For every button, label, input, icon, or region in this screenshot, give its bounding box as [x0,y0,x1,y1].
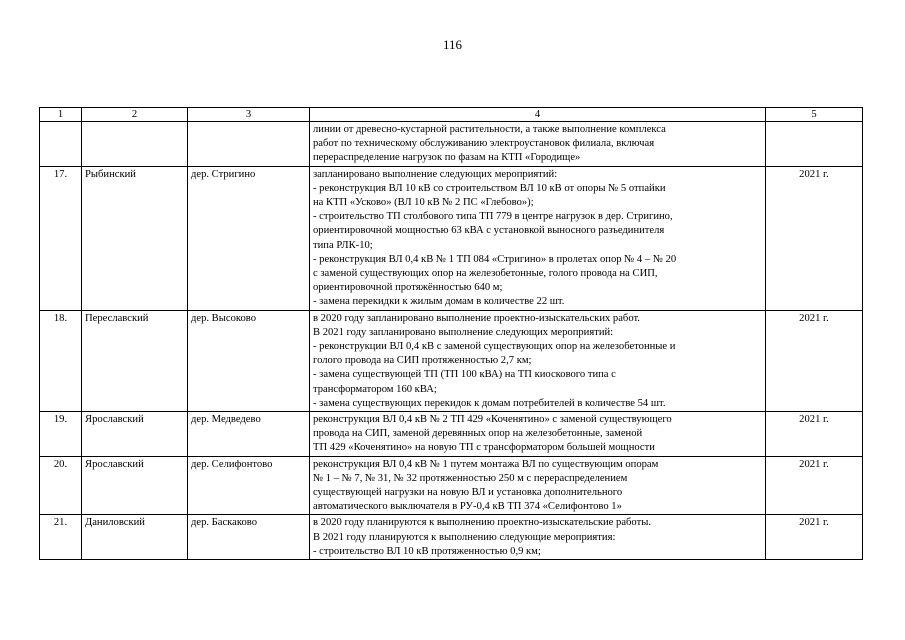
district-cell [82,122,188,167]
table-row [40,412,863,457]
measures-line: существующей нагрузки на новую ВЛ и установка дополнительного [313,487,623,499]
measures-table [39,107,863,560]
measures-line: ориентировочной мощностью 63 кВА с установкой выносного разъединителя [313,225,665,237]
village-cell: дер. Селифонтово [188,456,310,515]
table-row [40,456,863,515]
measures-line: запланировано выполнение следующих мероприятий: [313,168,558,180]
district-cell: Ярославский [82,412,188,457]
measures-line: - замена перекидки к жилым домам в количестве 22 шт. [313,296,565,308]
year-cell: 2021 г. [766,412,863,457]
year-cell [766,122,863,167]
measures-cell [310,310,766,411]
measures-line: - замена существующих перекидок к домам потребителей в количестве 54 шт. [313,397,666,409]
measures-cell [310,456,766,515]
header-cell-3: 3 [188,108,310,122]
year-cell: 2021 г. [766,310,863,411]
page-number: 116 [442,37,463,52]
year-cell: 2021 г. [766,515,863,560]
district-cell: Рыбинский [82,166,188,310]
measures-line: в 2020 году запланировано выполнение проектно-изыскательских работ. [313,312,640,324]
header-cell-5: 5 [766,108,863,122]
measures-line: - строительство ВЛ 10 кВ протяженностью 0,9 км; [313,545,541,557]
measures-line: - реконструкция ВЛ 0,4 кВ № 1 ТП 084 «Стригино» в пролетах опор № 4 – № 20 [313,253,677,265]
table-row [40,310,863,411]
district-cell: Даниловский [82,515,188,560]
measures-line: перераспределение нагрузок по фазам на КТП «Городище» [313,152,581,164]
table-row [40,166,863,310]
table-body [40,108,863,560]
measures-line: № 1 – № 7, № 31, № 32 протяженностью 250 м с перераспределением [313,472,628,484]
row-number-cell [40,122,82,167]
measures-line: реконструкция ВЛ 0,4 кВ № 2 ТП 429 «Коченятино» с заменой существующего [313,414,672,426]
measures-cell [310,412,766,457]
measures-line: на КТП «Усково» (ВЛ 10 кВ № 2 ПС «Глебово»); [313,197,534,209]
header-cell-4: 4 [310,108,766,122]
measures-line: - замена существующей ТП (ТП 100 кВА) на ТП киоскового типа с [313,369,616,381]
row-number-cell: 19. [40,412,82,457]
table-row [40,515,863,560]
measures-line: линии от древесно-кустарной растительности, а также выполнение комплекса [313,124,666,135]
measures-cell [310,122,766,167]
village-cell: дер. Медведево [188,412,310,457]
measures-line: В 2021 году запланировано выполнение следующих мероприятий: [313,326,614,338]
header-cell-1: 1 [40,108,82,122]
measures-line: В 2021 году планируются к выполнению следующие мероприятия: [313,531,616,543]
measures-line: голого провода на СИП протяженностью 2,7 км; [313,355,532,367]
measures-line: работ по техническому обслуживанию электроустановок филиала, включая [313,138,655,150]
measures-line: - реконструкция ВЛ 10 кВ со строительством ВЛ 10 кВ от опоры № 5 отпайки [313,182,666,194]
measures-line: трансформатором 160 кВА; [313,383,437,395]
district-cell: Ярославский [82,456,188,515]
measures-line: - строительство ТП столбового типа ТП 779 в центре нагрузок в дер. Стригино, [313,211,673,223]
row-number-cell: 20. [40,456,82,515]
table-row-continuation [40,122,863,167]
measures-line: автоматического выключателя в РУ-0,4 кВ ТП 374 «Селифонтово 1» [313,501,622,513]
measures-line: типа РЛК-10; [313,239,373,251]
measures-line: ТП 429 «Коченятино» на новую ТП с трансформатором большей мощности [313,442,655,454]
district-cell: Переславский [82,310,188,411]
row-number-cell: 17. [40,166,82,310]
measures-line: ориентировочной протяжённостью 640 м; [313,282,503,294]
village-cell [188,122,310,167]
measures-line: провода на СИП, заменой деревянных опор на железобетонные, заменой [313,428,643,440]
year-cell: 2021 г. [766,166,863,310]
header-row [40,108,863,122]
measures-cell [310,515,766,560]
measures-cell [310,166,766,310]
row-number-cell: 18. [40,310,82,411]
measures-line: в 2020 году планируются к выполнению проектно-изыскательские работы. [313,517,651,529]
header-cell-2: 2 [82,108,188,122]
year-cell: 2021 г. [766,456,863,515]
row-number-cell: 21. [40,515,82,560]
village-cell: дер. Баскаково [188,515,310,560]
village-cell: дер. Стригино [188,166,310,310]
village-cell: дер. Высоково [188,310,310,411]
measures-line: с заменой существующих опор на железобетонные, голого провода на СИП, [313,268,658,280]
measures-line: реконструкция ВЛ 0,4 кВ № 1 путем монтажа ВЛ по существующим опорам [313,458,659,470]
measures-line: - реконструкции ВЛ 0,4 кВ с заменой существующих опор на железобетонные и [313,341,676,353]
